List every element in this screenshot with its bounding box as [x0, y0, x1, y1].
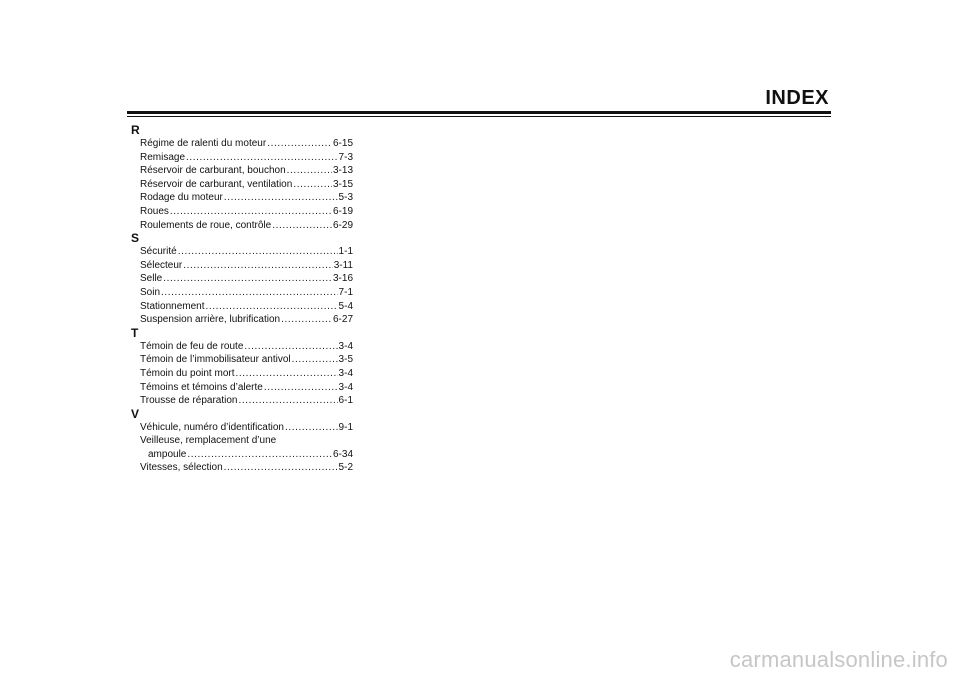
dot-leader [163, 272, 332, 286]
entry-text: Réservoir de carburant, bouchon [140, 165, 286, 177]
entry-text: Trousse de réparation [140, 395, 238, 407]
index-entry [131, 367, 353, 381]
dot-leader [178, 245, 338, 259]
entry-page: 6-15 [332, 138, 353, 149]
entry-text: Veilleuse, remplacement d’une [140, 435, 277, 447]
section-letter-s: S [131, 231, 140, 246]
index-entry [131, 340, 353, 354]
entry-page: 3-4 [338, 381, 353, 393]
entry-page: 6-34 [332, 448, 353, 460]
entry-text: Suspension arrière, lubrification [140, 314, 281, 326]
index-entry-continuation [131, 448, 353, 462]
dot-leader [244, 340, 337, 354]
entry-text: Témoin du point mort [140, 367, 235, 379]
entry-page: 3-4 [338, 340, 353, 352]
entry-text: Véhicule, numéro d’identification [140, 421, 284, 433]
entry-text: Témoins et témoins d’alerte [140, 381, 263, 393]
entry-page: 6-29 [332, 219, 353, 231]
entry-text: Régime de ralenti du moteur [140, 138, 267, 149]
header-rule-thin [127, 116, 831, 117]
dot-leader [186, 151, 338, 165]
index-entry [131, 259, 353, 273]
entry-page: 6-1 [338, 395, 353, 407]
index-entry [131, 245, 353, 259]
dot-leader [272, 219, 332, 233]
dot-leader [170, 205, 332, 219]
dot-leader [264, 381, 338, 395]
entry-page: 7-3 [338, 151, 353, 163]
entry-text: Soin [140, 286, 161, 298]
entry-text: Rodage du moteur [140, 192, 223, 204]
index-entry [131, 300, 353, 314]
index-entry [131, 381, 353, 395]
entry-text: Vitesses, sélection [140, 462, 223, 474]
dot-leader [161, 286, 338, 300]
watermark: carmanualsonline.info [729, 647, 948, 672]
index-entry [131, 353, 353, 367]
dot-leader [236, 367, 338, 381]
dot-leader [224, 191, 338, 205]
index-entry [131, 461, 353, 475]
entry-page: 7-1 [338, 286, 353, 298]
index-entry [131, 178, 353, 192]
section-letter-r: R [131, 123, 140, 137]
entry-text: Réservoir de carburant, ventilation [140, 178, 293, 190]
entry-page: 1-1 [338, 246, 353, 258]
entry-text: Remisage [140, 151, 186, 163]
dot-leader [224, 461, 338, 475]
entry-page: 6-19 [332, 205, 353, 217]
entry-page: 3-5 [338, 354, 353, 366]
dot-leader [183, 259, 332, 273]
dot-leader [238, 394, 337, 408]
entry-text: Sécurité [140, 246, 177, 258]
dot-leader [267, 137, 332, 151]
dot-leader [292, 353, 338, 367]
entry-text: Stationnement [140, 300, 205, 312]
dot-leader [285, 421, 338, 435]
dot-leader [281, 313, 332, 327]
entry-text: Sélecteur [140, 259, 183, 271]
index-entry [131, 205, 353, 219]
index-entry [131, 394, 353, 408]
entry-page: 5-2 [338, 462, 353, 474]
entry-page: 3-15 [332, 178, 353, 190]
index-entry [131, 313, 353, 327]
index-entry [131, 164, 353, 178]
entry-page: 6-27 [332, 314, 353, 326]
index-entry [131, 191, 353, 205]
entry-text: Selle [140, 273, 163, 285]
entry-text: Roulements de roue, contrôle [140, 219, 272, 231]
page-title: INDEX [765, 87, 829, 109]
entry-text: ampoule [148, 448, 187, 460]
entry-page: 5-3 [338, 192, 353, 204]
section-letter-v: V [131, 406, 140, 421]
index-entry [131, 219, 353, 233]
index-entry [131, 137, 353, 151]
entry-page: 3-11 [333, 259, 353, 271]
entry-page: 5-4 [338, 300, 353, 312]
index-entry [131, 286, 353, 300]
entry-page: 3-13 [332, 165, 353, 177]
index-column [131, 124, 353, 475]
entry-page: 9-1 [338, 421, 353, 433]
dot-leader [293, 178, 332, 192]
section-letter-t: T [131, 325, 139, 340]
entry-page: 3-4 [338, 367, 353, 379]
index-entry [131, 421, 353, 435]
index-entry-heading-only [131, 434, 353, 448]
entry-text: Témoin de l’immobilisateur antivol [140, 354, 291, 366]
dot-leader [187, 448, 332, 462]
header-rule-thick [127, 111, 831, 114]
index-entry [131, 272, 353, 286]
entry-page: 3-16 [332, 273, 353, 285]
entry-text: Témoin de feu de route [140, 340, 244, 352]
dot-leader [206, 300, 338, 314]
dot-leader [287, 164, 332, 178]
index-entry [131, 151, 353, 165]
entry-text: Roues [140, 205, 169, 217]
